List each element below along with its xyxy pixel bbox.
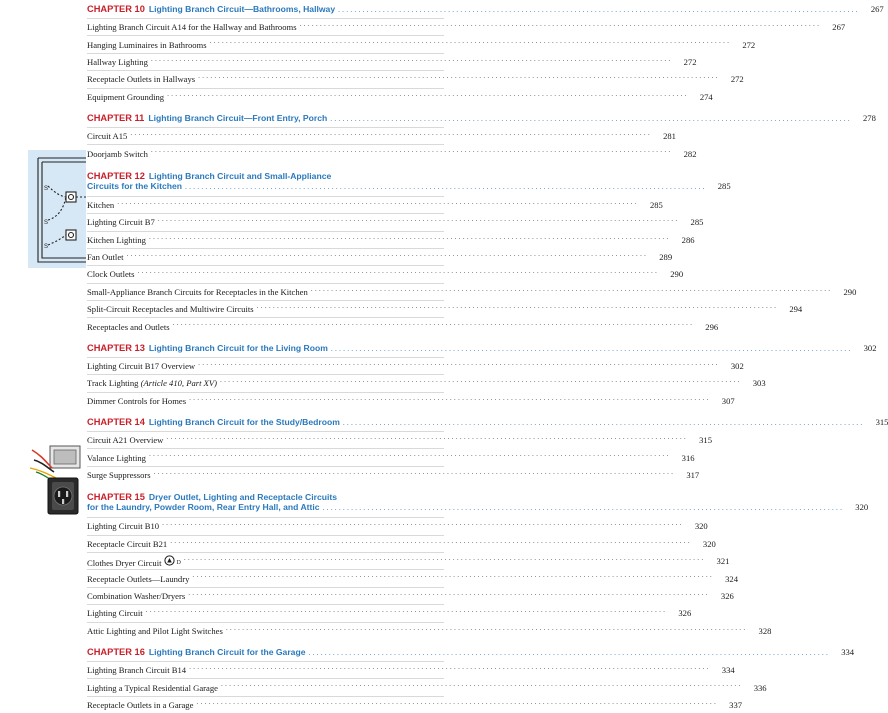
dot-leader: ................................................................................................................................ <box>342 418 865 428</box>
entry-label <box>87 92 164 102</box>
dot-leader: ................................................................................................................................ <box>220 679 743 689</box>
entry-page-number: 324 <box>725 573 738 584</box>
dot-leader: ................................................................................................................................ <box>145 605 668 615</box>
toc-entry[interactable] <box>87 661 735 678</box>
entry-label-text: Valance Lighting <box>87 452 146 463</box>
toc-entry[interactable] <box>87 552 730 569</box>
entry-label <box>87 149 148 159</box>
dot-leader: ................................................................................................................................ <box>308 647 831 657</box>
entry-label <box>87 322 170 332</box>
entry-label-text: Kitchen Lighting <box>87 234 146 245</box>
entry-label <box>87 396 186 406</box>
entry-label <box>87 235 146 245</box>
entry-page-number: 274 <box>699 91 713 102</box>
dot-leader: ................................................................................................................................ <box>183 552 706 562</box>
entry-label <box>87 217 155 227</box>
entry-label-text: Lighting Branch Circuit A14 for the Hallway and Bathrooms <box>87 22 297 33</box>
chapter-number: CHAPTER 16 <box>87 646 145 657</box>
entry-label <box>87 361 195 371</box>
chapter-title: Lighting Branch Circuit for the Garage <box>148 646 306 657</box>
chapter-title: Lighting Branch Circuit—Bathrooms, Hallway <box>148 4 336 14</box>
toc-entry[interactable] <box>87 196 663 213</box>
chapter-page-number: 315 <box>875 417 888 428</box>
entry-label <box>87 700 193 710</box>
entry-label <box>87 57 148 67</box>
svg-text:S: S <box>44 244 49 250</box>
toc-entry[interactable] <box>87 466 700 483</box>
entry-label-text: Track Lighting <box>87 378 139 389</box>
entry-label <box>87 683 218 693</box>
dot-leader: ................................................................................................................................ <box>130 127 652 137</box>
entry-label-text: Lighting Branch Circuit B14 <box>87 665 187 676</box>
dot-leader: ................................................................................................................................ <box>126 248 649 258</box>
toc-entry[interactable] <box>87 696 743 713</box>
entry-label-text: Receptacle Circuit B21 <box>87 538 168 549</box>
chapter-heading-line <box>87 171 444 181</box>
table-of-contents <box>87 0 888 713</box>
chapter-title: Lighting Branch Circuit for the Living Room <box>148 342 328 353</box>
entry-label-text: Circuit A15 <box>87 131 128 142</box>
dot-leader: ................................................................................................................................ <box>198 71 720 81</box>
entry-label <box>87 608 143 618</box>
entry-label <box>87 539 167 549</box>
entry-label <box>87 665 186 675</box>
svg-text:S: S <box>44 220 49 226</box>
dot-leader: ................................................................................................................................ <box>220 375 742 385</box>
chapter-number: CHAPTER 11 <box>87 112 145 123</box>
dot-leader: ................................................................................................................................ <box>170 535 692 545</box>
dot-leader: ................................................................................................................................ <box>148 449 671 459</box>
dot-leader: ................................................................................................................................ <box>157 214 680 224</box>
chapter-heading-line <box>87 502 869 513</box>
chapter-title-continued: for the Laundry, Powder Room, Rear Entry Hall, and Attic <box>87 502 320 513</box>
chapter-heading-line <box>87 4 884 14</box>
dot-leader: ................................................................................................................................ <box>148 231 671 241</box>
dot-leader: ................................................................................................................................ <box>189 661 711 671</box>
chapter-page-number: 320 <box>855 502 869 513</box>
chapter-number: CHAPTER 15 <box>87 492 145 503</box>
entry-label <box>87 200 114 210</box>
entry-label-text: Clock Outlets <box>87 269 135 280</box>
entry-page-number: 290 <box>843 286 857 297</box>
chapter-heading-line <box>87 180 731 191</box>
chapter-heading-line <box>87 492 444 502</box>
dot-leader: ................................................................................................................................ <box>299 19 822 28</box>
chapter-title: Lighting Branch Circuit and Small-Appliance <box>148 170 332 181</box>
entry-label <box>87 378 217 388</box>
toc-entry[interactable] <box>87 517 708 534</box>
entry-label <box>87 626 223 636</box>
entry-page-number: 281 <box>663 131 676 142</box>
entry-page-number: 337 <box>729 699 743 710</box>
entry-label-text: Surge Suppressors <box>87 470 151 480</box>
chapter-page-number: 285 <box>717 180 731 191</box>
dot-leader: ................................................................................................................................ <box>209 36 732 46</box>
toc-entry[interactable] <box>87 144 697 161</box>
dot-leader: ................................................................................................................................ <box>256 301 779 311</box>
entry-label-text: Lighting Circuit B10 <box>87 521 160 532</box>
entry-page-number: 307 <box>721 395 735 406</box>
entry-label-text: Receptacles and Outlets <box>87 321 170 332</box>
entry-label-text: Dimmer Controls for Homes <box>87 395 187 406</box>
toc-entry[interactable] <box>87 265 684 282</box>
dot-leader: ................................................................................................................................ <box>338 5 860 14</box>
entry-page-number: 320 <box>702 538 716 549</box>
entry-label-text: Lighting Circuit B7 <box>87 217 155 228</box>
toc-entry[interactable] <box>87 622 772 639</box>
toc-entry[interactable] <box>87 317 719 334</box>
dryer-outlet-symbol-icon <box>164 555 180 566</box>
entry-label <box>87 74 195 84</box>
toc-entry[interactable] <box>87 604 692 621</box>
chapter-title: Lighting Branch Circuit—Front Entry, Porch <box>148 112 328 123</box>
dot-leader: ................................................................................................................................ <box>150 53 673 63</box>
chapter-heading-line <box>87 342 877 353</box>
dot-leader: ................................................................................................................................ <box>192 570 714 580</box>
dot-leader: ................................................................................................................................ <box>117 196 639 206</box>
entry-page-number: 272 <box>683 56 697 67</box>
toc-entry[interactable] <box>87 283 857 300</box>
entry-page-number: 289 <box>659 252 673 263</box>
entry-page-number: 320 <box>694 521 708 532</box>
chapter-number: CHAPTER 10 <box>87 4 145 14</box>
entry-label <box>87 40 207 50</box>
entry-label <box>87 555 181 568</box>
toc-entry[interactable] <box>87 374 766 391</box>
entry-page-number: 334 <box>721 665 735 676</box>
chapter-number: CHAPTER 12 <box>87 170 145 181</box>
entry-page-number: 302 <box>730 361 744 372</box>
entry-page-number: 294 <box>789 304 803 315</box>
toc-entry[interactable] <box>87 53 697 70</box>
dot-leader: ................................................................................................................................ <box>188 587 710 597</box>
toc-entry[interactable] <box>87 678 767 695</box>
entry-label-text: Lighting a Typical Residential Garage <box>87 682 218 693</box>
entry-page-number: 316 <box>681 452 695 463</box>
toc-entry[interactable] <box>87 431 712 448</box>
chapter-heading[interactable] <box>87 109 876 127</box>
dot-leader: ................................................................................................................................ <box>150 145 673 155</box>
entry-page-number: 282 <box>683 148 697 159</box>
svg-text:S: S <box>44 186 49 192</box>
entry-label-text: Small-Appliance Branch Circuits for Receptacles in the Kitchen <box>87 286 308 297</box>
entry-label-text: Hanging Luminaires in Bathrooms <box>87 39 207 50</box>
dot-leader: ................................................................................................................................ <box>225 622 748 632</box>
dot-leader: ................................................................................................................................ <box>153 466 676 476</box>
entry-label-text: Equipment Grounding <box>87 91 165 102</box>
entry-label-italic: (Article 410, Part XV) <box>140 378 218 389</box>
entry-page-number: 290 <box>670 269 684 280</box>
entry-label-text: Doorjamb Switch <box>87 148 148 159</box>
dryer-outlet-symbol-letter: D <box>176 559 181 566</box>
dot-leader: ................................................................................................................................ <box>196 696 719 706</box>
chapter-heading-line <box>87 646 855 657</box>
chapter-page-number: 267 <box>870 4 884 14</box>
chapter-heading-line <box>87 112 876 123</box>
dot-leader: ................................................................................................................................ <box>310 283 833 293</box>
entry-page-number: 321 <box>716 556 730 567</box>
chapter-page-number: 278 <box>862 112 876 123</box>
entry-label-text: Receptacle Outlets in Hallways <box>87 74 196 85</box>
dot-leader: ................................................................................................................................ <box>185 181 707 191</box>
entry-label-text: Fan Outlet <box>87 252 124 263</box>
entry-label-text: Circuit A21 Overview <box>87 435 164 446</box>
chapter-number: CHAPTER 14 <box>87 417 145 428</box>
entry-label-text: Combination Washer/Dryers <box>87 590 186 601</box>
entry-label <box>87 287 308 297</box>
entry-page-number: 285 <box>649 199 663 210</box>
entry-label-text: Lighting Circuit B17 Overview <box>87 361 196 372</box>
toc-entry[interactable] <box>87 535 716 552</box>
entry-label <box>87 22 297 32</box>
dot-leader: ................................................................................................................................ <box>330 343 853 353</box>
entry-label <box>87 304 254 314</box>
chapter-heading[interactable] <box>87 0 884 18</box>
entry-label <box>87 131 127 141</box>
entry-page-number: 286 <box>681 234 695 245</box>
toc-entry[interactable] <box>87 18 846 35</box>
toc-entry[interactable] <box>87 392 735 409</box>
toc-entry[interactable] <box>87 35 756 52</box>
entry-label-text: Clothes Dryer Circuit <box>87 557 162 568</box>
entry-label <box>87 470 151 480</box>
chapter-title: Lighting Branch Circuit for the Study/Bedroom <box>148 417 340 428</box>
chapter-page-number: 334 <box>841 646 855 657</box>
entry-label-text: Receptacle Outlets in a Garage <box>87 699 194 710</box>
dryer-receptacle-illustration <box>28 442 84 520</box>
chapter-heading[interactable] <box>87 166 731 196</box>
dot-leader: ................................................................................................................................ <box>137 266 660 276</box>
entry-page-number: 315 <box>699 435 712 446</box>
dot-leader: ................................................................................................................................ <box>189 392 711 402</box>
entry-label <box>87 269 135 279</box>
entry-page-number: 326 <box>678 608 692 619</box>
entry-page-number: 326 <box>720 590 734 601</box>
dot-leader: ................................................................................................................................ <box>162 518 684 528</box>
entry-label <box>87 252 124 262</box>
entry-label-text: Receptacle Outlets—Laundry <box>87 573 190 584</box>
entry-page-number: 336 <box>753 682 767 693</box>
entry-label-text: Attic Lighting and Pilot Light Switches <box>87 625 223 636</box>
toc-entry[interactable] <box>87 569 738 586</box>
chapter-heading-line <box>87 417 888 428</box>
toc-entry[interactable] <box>87 300 803 317</box>
toc-entry[interactable] <box>87 213 704 230</box>
dot-leader: ................................................................................................................................ <box>322 503 845 513</box>
chapter-page-number: 302 <box>863 342 877 353</box>
entry-page-number: 328 <box>758 625 772 636</box>
toc-entry[interactable] <box>87 587 734 604</box>
toc-entry[interactable] <box>87 70 744 87</box>
entry-label <box>87 453 146 463</box>
toc-entry[interactable] <box>87 248 673 265</box>
toc-entry[interactable] <box>87 357 744 374</box>
entry-label <box>87 521 159 531</box>
chapter-heading[interactable] <box>87 413 888 431</box>
toc-entry[interactable] <box>87 88 713 105</box>
chapter-title-continued: Circuits for the Kitchen <box>87 180 183 191</box>
dot-leader: ................................................................................................................................ <box>166 432 688 442</box>
chapter-heading[interactable] <box>87 487 869 517</box>
entry-page-number: 267 <box>832 22 846 33</box>
entry-page-number: 317 <box>686 470 700 480</box>
toc-entry[interactable] <box>87 127 676 144</box>
entry-page-number: 285 <box>690 217 704 228</box>
toc-entry[interactable] <box>87 231 695 248</box>
entry-page-number: 272 <box>730 74 744 85</box>
toc-entry[interactable] <box>87 448 695 465</box>
entry-label-text: Lighting Circuit <box>87 608 143 619</box>
chapter-heading[interactable] <box>87 643 855 661</box>
entry-page-number: 272 <box>742 39 756 50</box>
entry-label <box>87 591 185 601</box>
dot-leader: ................................................................................................................................ <box>167 88 689 98</box>
entry-page-number: 296 <box>705 321 719 332</box>
chapter-title: Dryer Outlet, Lighting and Receptacle Circuits <box>148 492 338 503</box>
entry-label-text: Hallway Lighting <box>87 56 148 67</box>
entry-page-number: 303 <box>752 378 766 389</box>
dot-leader: ................................................................................................................................ <box>198 357 720 367</box>
dot-leader: ................................................................................................................................ <box>330 113 852 123</box>
entry-label-text: Kitchen <box>87 199 115 210</box>
dot-leader: ................................................................................................................................ <box>172 318 695 328</box>
chapter-heading[interactable] <box>87 339 877 357</box>
chapter-number: CHAPTER 13 <box>87 342 145 353</box>
entry-label-text: Split-Circuit Receptacles and Multiwire Circuits <box>87 304 254 315</box>
kitchen-floor-plan-illustration <box>28 150 86 268</box>
entry-label <box>87 435 163 445</box>
entry-label <box>87 574 189 584</box>
